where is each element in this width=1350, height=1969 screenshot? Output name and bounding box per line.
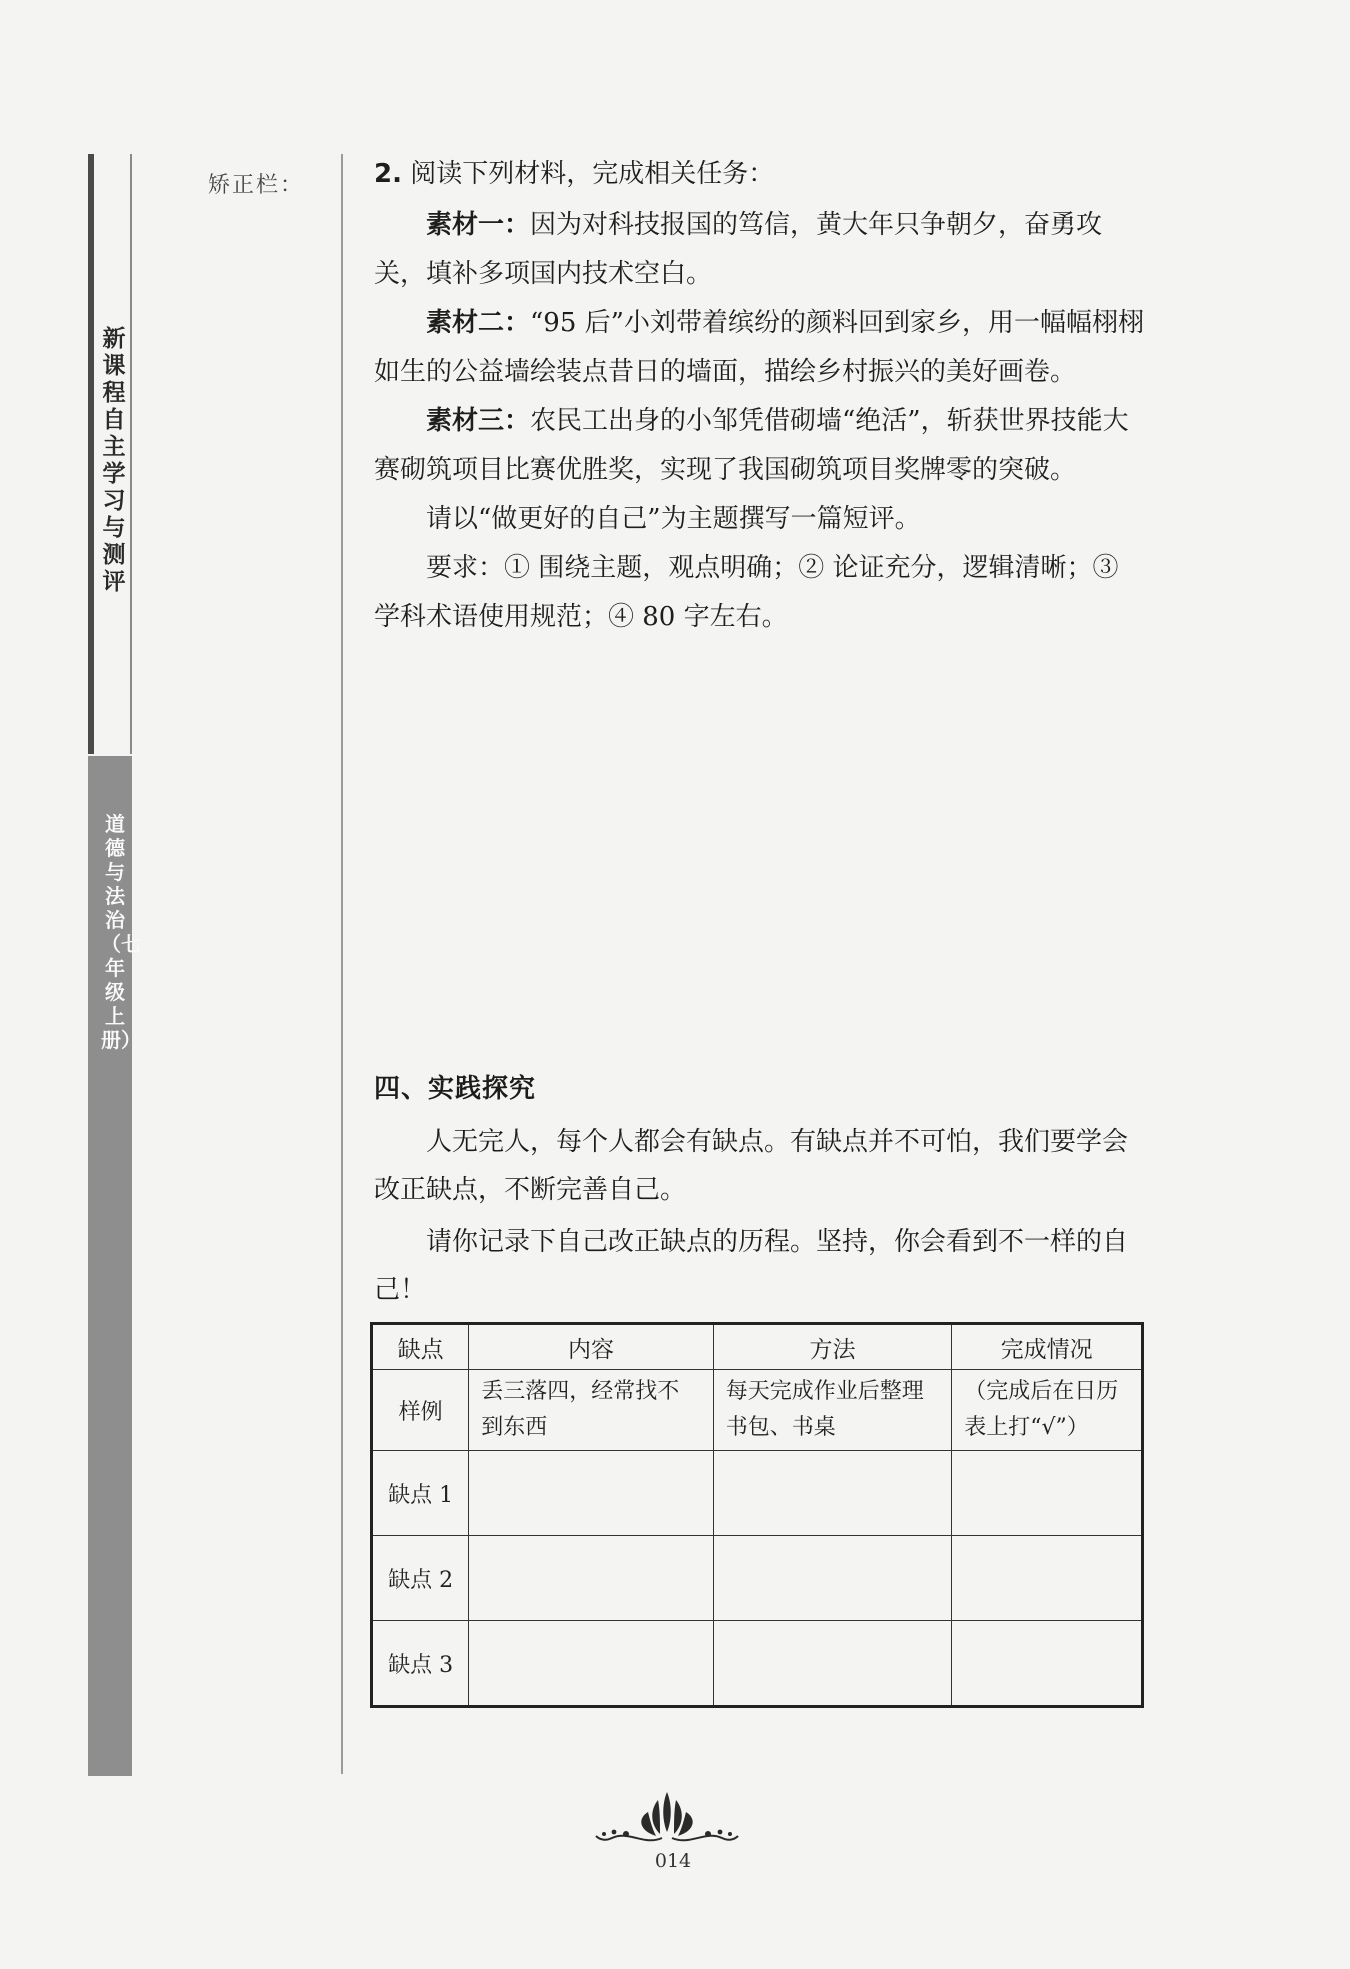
- material-text: “95 后”小刘带着缤纷的颜料回到家乡，用一幅幅栩栩如生的公益墙绘装点昔日的墙面，描绘乡村振兴的美好画卷。: [374, 308, 1144, 387]
- table-header-row: [372, 1324, 1143, 1370]
- question-number: 2.: [374, 159, 402, 189]
- status-cell: （完成后在日历表上打“√”）: [952, 1370, 1143, 1451]
- task-instruction: 请以“做更好的自己”为主题撰写一篇短评。: [426, 504, 921, 534]
- subject-title: 道德与法治（七年级上册）: [101, 812, 141, 1052]
- series-title: 新课程自主学习与测评: [102, 326, 126, 595]
- question-prompt-text: 阅读下列材料，完成相关任务：: [410, 159, 775, 189]
- table-row: [372, 1621, 1143, 1707]
- row-label: 缺点 2: [372, 1536, 469, 1621]
- material-label: 素材三：: [426, 406, 531, 436]
- status-cell[interactable]: [952, 1536, 1143, 1621]
- defect-record-table: [370, 1322, 1144, 1708]
- table-row: [372, 1370, 1143, 1451]
- practice-paragraph: 人无完人，每个人都会有缺点。有缺点并不可怕，我们要学会改正缺点，不断完善自己。: [374, 1127, 1129, 1205]
- method-cell[interactable]: [713, 1621, 952, 1707]
- material-text: 因为对科技报国的笃信，黄大年只争朝夕，奋勇攻关，填补多项国内技术空白。: [374, 210, 1103, 289]
- correction-label: 矫正栏：: [208, 173, 305, 198]
- status-cell[interactable]: [952, 1451, 1143, 1536]
- material-3: [374, 397, 1146, 495]
- row-label: 缺点 3: [372, 1621, 469, 1707]
- practice-intro: [374, 1118, 1146, 1318]
- content-cell[interactable]: [469, 1536, 713, 1621]
- column-header: 方法: [713, 1324, 952, 1370]
- status-cell[interactable]: [952, 1621, 1143, 1707]
- content-cell[interactable]: [469, 1451, 713, 1536]
- question-prompt: [374, 150, 1146, 199]
- row-label: 缺点 1: [372, 1451, 469, 1536]
- section-title: 四、实践探究: [374, 1074, 537, 1104]
- material-label: 素材一：: [426, 210, 531, 240]
- method-cell[interactable]: [713, 1536, 952, 1621]
- material-2: [374, 299, 1146, 397]
- task-requirements: 要求：① 围绕主题，观点明确；② 论证充分，逻辑清晰；③ 学科术语使用规范；④ 80 字左右。: [374, 553, 1119, 632]
- page-number: 014: [654, 1850, 692, 1872]
- column-header: 内容: [469, 1324, 713, 1370]
- table-row: [372, 1451, 1143, 1536]
- practice-paragraph: 请你记录下自己改正缺点的历程。坚持，你会看到不一样的自己！: [374, 1227, 1129, 1305]
- material-1: [374, 201, 1146, 299]
- method-cell: 每天完成作业后整理书包、书桌: [713, 1370, 952, 1451]
- correction-margin-divider: [341, 154, 343, 1774]
- question-2: [374, 150, 1146, 642]
- method-cell[interactable]: [713, 1451, 952, 1536]
- leaf-ornament-icon: [592, 1790, 742, 1850]
- material-label: 素材二：: [426, 308, 531, 338]
- column-header: 缺点: [372, 1324, 469, 1370]
- content-cell[interactable]: [469, 1621, 713, 1707]
- content-cell: 丢三落四，经常找不到东西: [469, 1370, 713, 1451]
- column-header: 完成情况: [952, 1324, 1143, 1370]
- row-label: 样例: [372, 1370, 469, 1451]
- material-text: 农民工出身的小邹凭借砌墙“绝活”，斩获世界技能大赛砌筑项目比赛优胜奖，实现了我国砌筑项目奖牌零的突破。: [374, 406, 1129, 485]
- table-row: [372, 1536, 1143, 1621]
